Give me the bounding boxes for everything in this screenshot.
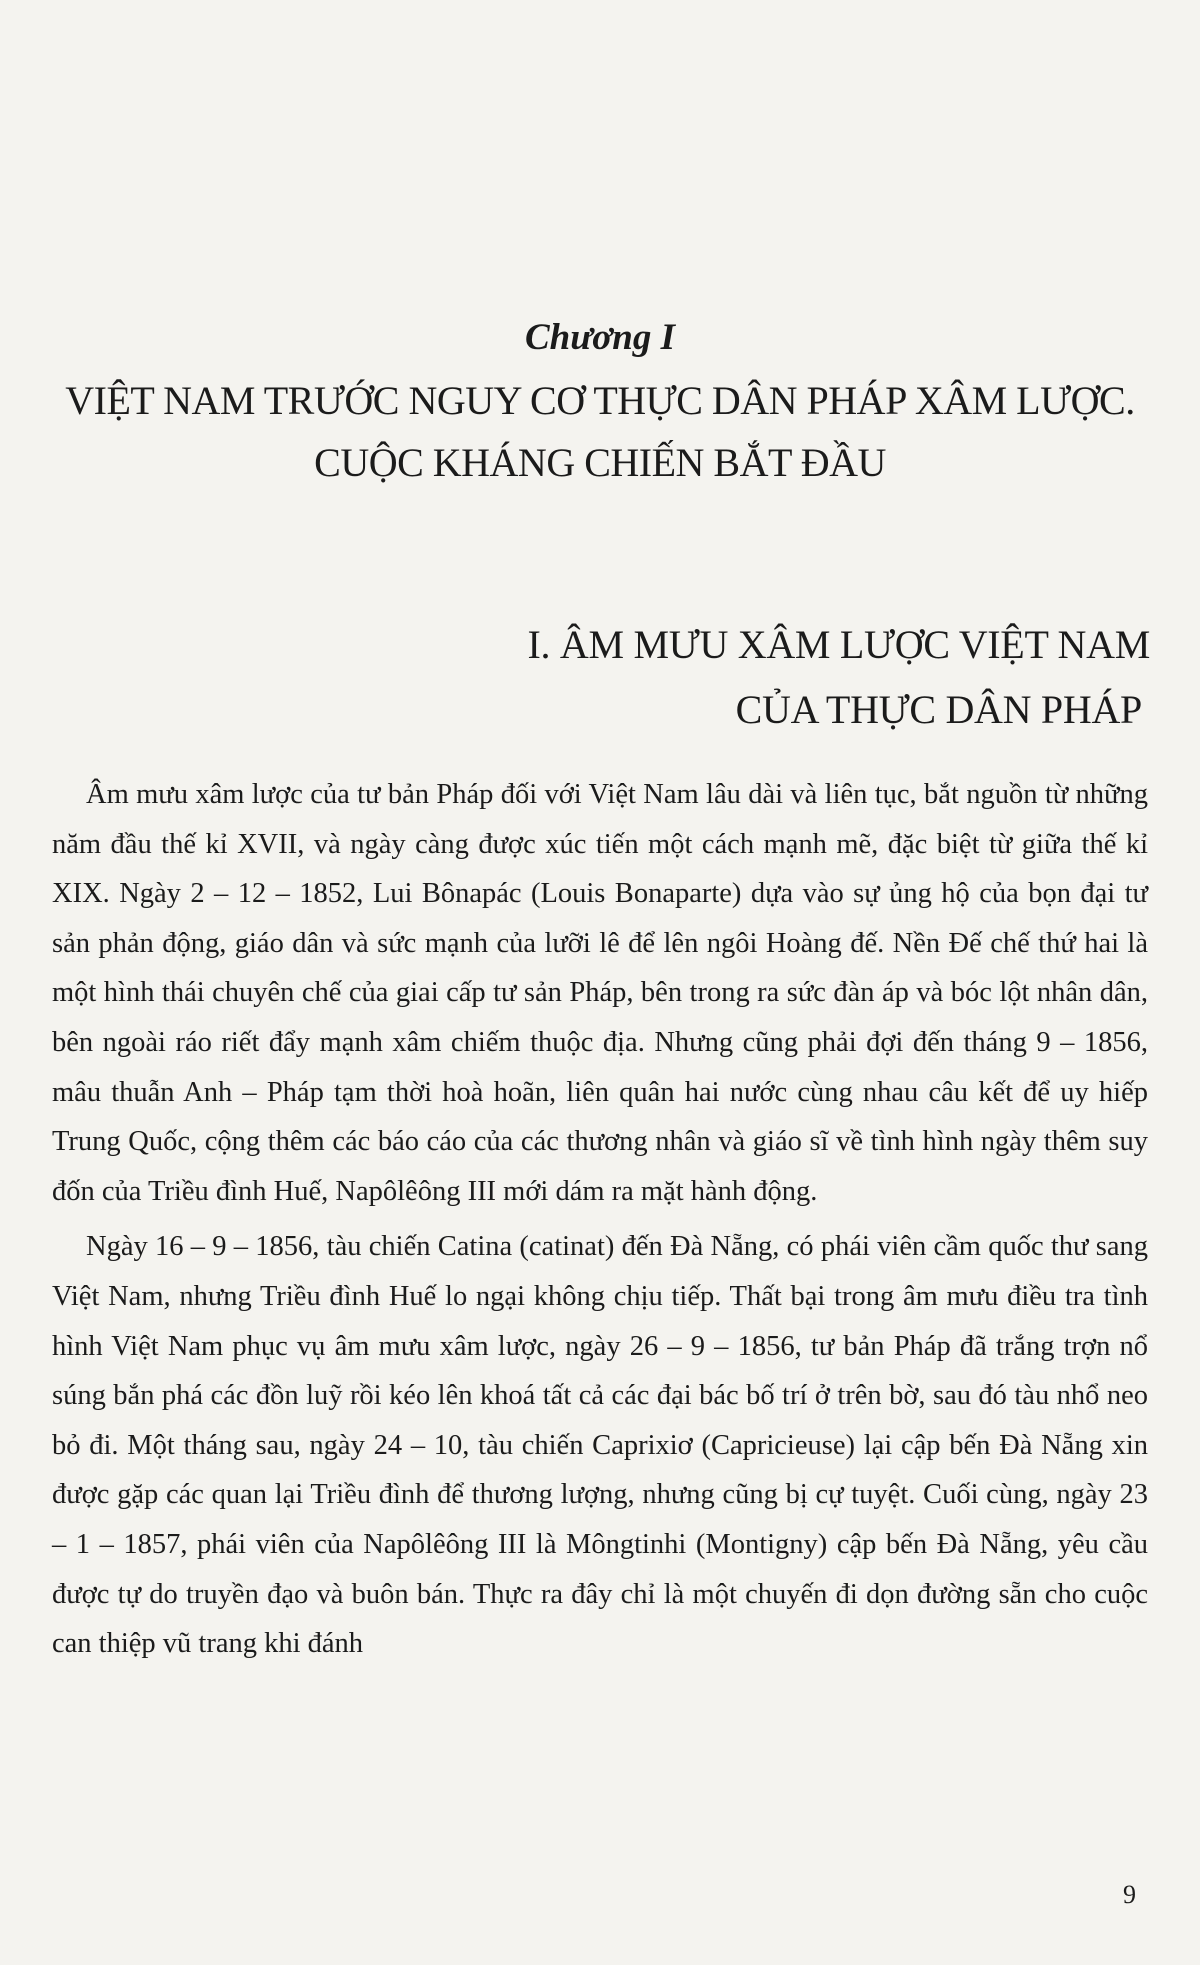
- chapter-label: Chương I: [524, 317, 675, 358]
- page-number: 9: [1123, 1880, 1136, 1909]
- section-title: [500, 612, 1150, 742]
- chapter-title: [52, 370, 1148, 494]
- body-text: [52, 770, 1148, 1675]
- paragraph-2: Ngày 16 – 9 – 1856, tàu chiến Catina (catinat) đến Đà Nẵng, có phái viên cầm quốc thư sang Việt Nam, nhưng Triều đình Huế lo ngại không chịu tiếp. Thất bại trong âm mưu điều tra tình hình Việt Nam phục vụ âm mưu xâm lược, ngày 26 – 9 – 1856, tư bản Pháp đã trắng trợn nổ súng bắn phá các đồn luỹ rồi kéo lên khoá tất cả các đại bác bố trí ở trên bờ, sau đó tàu nhổ neo bỏ đi. Một tháng sau, ngày 24 – 10, tàu chiến Caprixiơ (Capricieuse) lại cập bến Đà Nẵng xin được gặp các quan lại Triều đình để thương lượng, nhưng cũng bị cự tuyệt. Cuối cùng, ngày 23 – 1 – 1857, phái viên của Napôlêông III là Môngtinhi (Montigny) cập bến Đà Nẵng, yêu cầu được tự do truyền đạo và buôn bán. Thực ra đây chỉ là một chuyến đi dọn đường sẵn cho cuộc can thiệp vũ trang khi đánh: [52, 1231, 1148, 1660]
- chapter-title-line-1: VIỆT NAM TRƯỚC NGUY CƠ THỰC DÂN PHÁP XÂM LƯỢC.: [65, 378, 1135, 423]
- section-title-line-2: CỦA THỰC DÂN PHÁP: [735, 687, 1142, 732]
- chapter-title-line-2: CUỘC KHÁNG CHIẾN BẮT ĐẦU: [314, 440, 886, 485]
- section-title-line-1: I. ÂM MƯU XÂM LƯỢC VIỆT NAM: [527, 622, 1150, 667]
- paragraph-1: Âm mưu xâm lược của tư bản Pháp đối với Việt Nam lâu dài và liên tục, bắt nguồn từ những năm đầu thế kỉ XVII, và ngày càng được xúc tiến một cách mạnh mẽ, đặc biệt từ giữa thế kỉ XIX. Ngày 2 – 12 – 1852, Lui Bônapác (Louis Bonaparte) dựa vào sự ủng hộ của bọn đại tư sản phản động, giáo dân và sức mạnh của lưỡi lê để lên ngôi Hoàng đế. Nền Đế chế thứ hai là một hình thái chuyên chế của giai cấp tư sản Pháp, bên trong ra sức đàn áp và bóc lột nhân dân, bên ngoài ráo riết đẩy mạnh xâm chiếm thuộc địa. Nhưng cũng phải đợi đến tháng 9 – 1856, mâu thuẫn Anh – Pháp tạm thời hoà hoãn, liên quân hai nước cùng nhau câu kết để uy hiếp Trung Quốc, cộng thêm các báo cáo của các thương nhân và giáo sĩ về tình hình ngày thêm suy đốn của Triều đình Huế, Napôlêông III mới dám ra mặt hành động.: [52, 779, 1148, 1207]
